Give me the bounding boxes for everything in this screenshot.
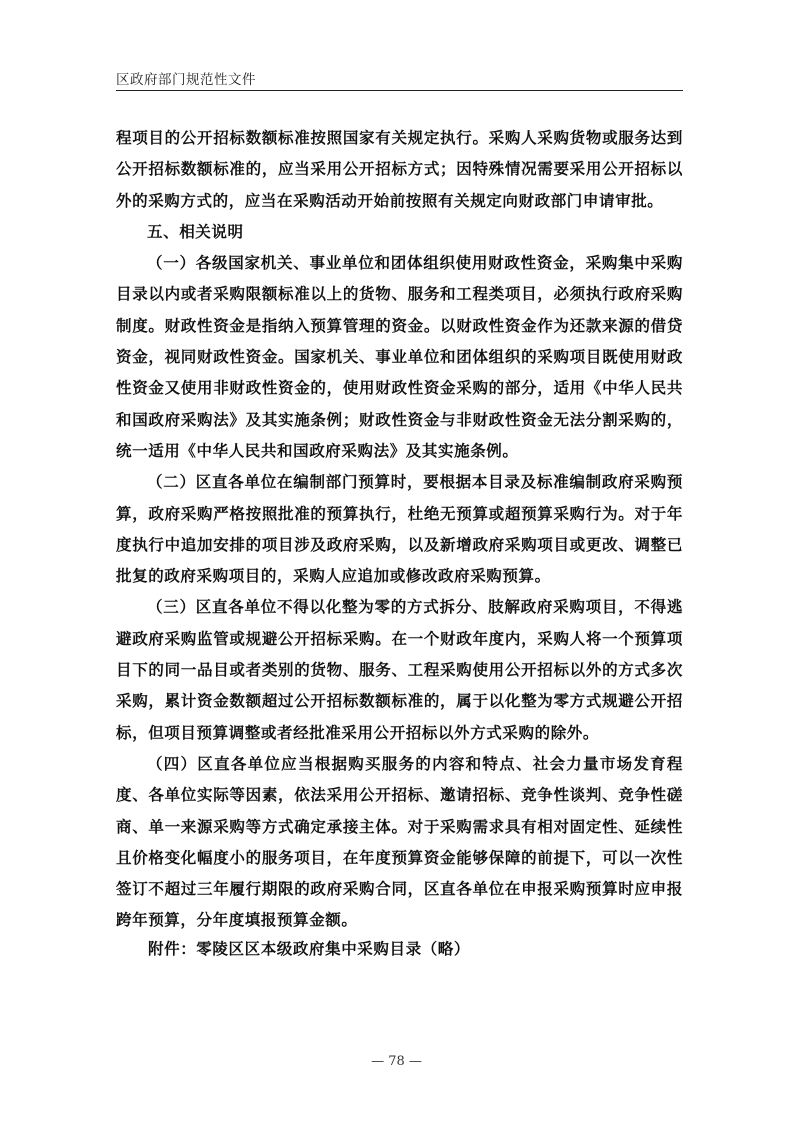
header-title: 区政府部门规范性文件 bbox=[116, 72, 256, 88]
page-header bbox=[116, 66, 683, 91]
paragraph-note-3: （三）区直各单位不得以化整为零的方式拆分、肢解政府采购项目，不得逃避政府采购监管或规避公开招标采购。在一个财政年度内，采购人将一个预算项目下的同一品目或者类别的货物、服务、工程采购使用公开招标以外的方式多次采购，累计资金数额超过公开招标数额标准的，属于以化整为零方式规避公开招标，但项目预算调整或者经批准采用公开招标以外方式采购的除外。 bbox=[116, 597, 683, 742]
page-number: — 78 — bbox=[371, 1054, 422, 1069]
paragraph-note-1: （一）各级国家机关、事业单位和团体组织使用财政性资金，采购集中采购目录以内或者采购限额标准以上的货物、服务和工程类项目，必须执行政府采购制度。财政性资金是指纳入预算管理的资金。以财政性资金作为还款来源的借贷资金，视同财政性资金。国家机关、事业单位和团体组织的采购项目既使用财政性资金又使用非财政性资金的，使用财政性资金采购的部分，适用《中华人民共和国政府采购法》及其实施条例；财政性资金与非财政性资金无法分割采购的，统一适用《中华人民共和国政府采购法》及其实施条例。 bbox=[116, 253, 683, 460]
paragraph-continuation: 程项目的公开招标数额标准按照国家有关规定执行。采购人采购货物或服务达到公开招标数额标准的，应当采用公开招标方式；因特殊情况需要采用公开招标以外的采购方式的，应当在采购活动开始前按照有关规定向财政部门申请审批。 bbox=[116, 128, 683, 210]
document-body bbox=[116, 122, 683, 936]
paragraph-note-2: （二）区直各单位在编制部门预算时，要根据本目录及标准编制政府采购预算，政府采购严格按照批准的预算执行，杜绝无预算或超预算采购行为。对于年度执行中追加安排的项目涉及政府采购，以及新增政府采购项目或更改、调整已批复的政府采购项目的，采购人应追加或修改政府采购预算。 bbox=[116, 472, 683, 586]
paragraph-note-4: （四）区直各单位应当根据购买服务的内容和特点、社会力量市场发育程度、各单位实际等因素，依法采用公开招标、邀请招标、竞争性谈判、竞争性磋商、单一来源采购等方式确定承接主体。对于采购需求具有相对固定性、延续性且价格变化幅度小的服务项目，在年度预算资金能够保障的前提下，可以一次性签订不超过三年履行期限的政府采购合同，区直各单位在申报采购预算时应申报跨年预算，分年度填报预算金额。 bbox=[116, 753, 683, 930]
section-heading-related-notes: 五、相关说明 bbox=[147, 221, 244, 241]
attachment-line: 附件：零陵区区本级政府集中采购目录（略） bbox=[148, 939, 471, 958]
